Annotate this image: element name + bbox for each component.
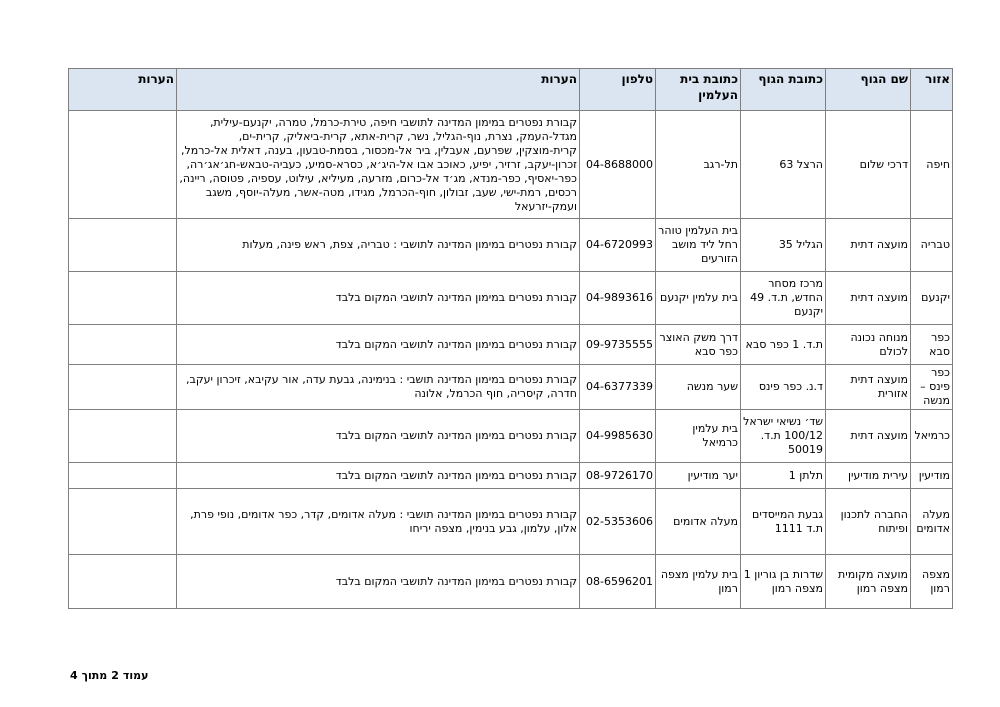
cell-body-name: החברה לתכנון ופיתוח — [826, 489, 911, 555]
cell-body-name: מועצה דתית — [826, 410, 911, 463]
cell-notes-2 — [69, 325, 177, 365]
cell-phone: 04-6720993 — [580, 219, 656, 272]
cell-phone: 04-9893616 — [580, 272, 656, 325]
cell-phone: 02-5353606 — [580, 489, 656, 555]
cell-phone: 08-9726170 — [580, 463, 656, 489]
header-body-name: שם הגוף — [826, 69, 911, 111]
table-row — [69, 463, 953, 489]
cell-phone: 04-9985630 — [580, 410, 656, 463]
cell-cemetery-address: בית עלמין מצפה רמון — [656, 555, 741, 609]
table-row — [69, 410, 953, 463]
cell-cemetery-address: שער מנשה — [656, 365, 741, 410]
cell-cemetery-address: בית עלמין יקנעם — [656, 272, 741, 325]
page-footer — [68, 669, 150, 682]
cell-cemetery-address: תל-רגב — [656, 111, 741, 219]
cell-phone: 04-8688000 — [580, 111, 656, 219]
cell-notes-2 — [69, 555, 177, 609]
header-body-address: כתובת הגוף — [741, 69, 826, 111]
cell-body-name: מועצה מקומית מצפה רמון — [826, 555, 911, 609]
cell-region: כרמיאל — [911, 410, 953, 463]
cemetery-table — [68, 68, 953, 609]
cell-region: מודיעין — [911, 463, 953, 489]
footer-page-word: עמוד — [122, 669, 149, 682]
cell-body-address: שדרות בן גוריון 1 מצפה רמון — [741, 555, 826, 609]
cell-cemetery-address: מעלה אדומים — [656, 489, 741, 555]
cell-body-name: עירית מודיעין — [826, 463, 911, 489]
cell-region: כפר פינס – מנשה — [911, 365, 953, 410]
table-header-row — [69, 69, 953, 111]
header-region: אזור — [911, 69, 953, 111]
cell-notes-2 — [69, 365, 177, 410]
cell-notes-2 — [69, 410, 177, 463]
cell-region: כפר סבא — [911, 325, 953, 365]
cell-notes: קבורת נפטרים במימון המדינה לתושבי המקום בלבד — [177, 272, 580, 325]
cell-notes-2 — [69, 489, 177, 555]
cell-notes: קבורת נפטרים במימון המדינה תושבי : בנימינה, גבעת עדה, אור עקיבא, זיכרון יעקב, חדרה, קיסריה, חוף הכרמל, אלונה — [177, 365, 580, 410]
cell-region: מצפה רמון — [911, 555, 953, 609]
cell-notes: קבורת נפטרים במימון המדינה תושבי : מעלה אדומים, קדר, כפר אדומים, נופי פרת, אלון, עלמון, גבע בנימין, מצפה יריחו — [177, 489, 580, 555]
cell-cemetery-address: בית העלמין טוהר רחל ליד מושב הזורעים — [656, 219, 741, 272]
cell-body-address: תלתן 1 — [741, 463, 826, 489]
table-row — [69, 555, 953, 609]
cell-notes: קבורת נפטרים במימון המדינה לתושבי המקום בלבד — [177, 410, 580, 463]
cell-body-name: דרכי שלום — [826, 111, 911, 219]
header-cemetery-address: כתובת בית העלמין — [656, 69, 741, 111]
footer-page-number: 2 — [111, 669, 119, 682]
header-notes-2: הערות — [69, 69, 177, 111]
footer-total-pages: 4 — [70, 669, 78, 682]
cell-body-address: הגליל 35 — [741, 219, 826, 272]
cell-notes: קבורת נפטרים במימון המדינה לתושבי המקום בלבד — [177, 325, 580, 365]
cell-cemetery-address: דרך משק האוצר כפר סבא — [656, 325, 741, 365]
cell-phone: 08-6596201 — [580, 555, 656, 609]
cell-notes: קבורת נפטרים במימון המדינה לתושבי המקום בלבד — [177, 463, 580, 489]
cell-body-address: גבעת המייסדים ת.ד 1111 — [741, 489, 826, 555]
cell-phone: 04-6377339 — [580, 365, 656, 410]
header-notes: הערות — [177, 69, 580, 111]
cell-cemetery-address: בית עלמין כרמיאל — [656, 410, 741, 463]
cell-notes-2 — [69, 463, 177, 489]
table-row — [69, 272, 953, 325]
header-phone: טלפון — [580, 69, 656, 111]
cell-body-address: שד׳ נשיאי ישראל 100/12 ת.ד. 50019 — [741, 410, 826, 463]
cell-notes-2 — [69, 272, 177, 325]
cell-body-name: מועצה דתית — [826, 272, 911, 325]
table-row — [69, 111, 953, 219]
cell-notes: קבורת נפטרים במימון המדינה לתושבי המקום בלבד — [177, 555, 580, 609]
cell-phone: 09-9735555 — [580, 325, 656, 365]
cell-body-address: ת.ד. 1 כפר סבא — [741, 325, 826, 365]
cell-body-name: מועצה דתית — [826, 219, 911, 272]
cell-region: טבריה — [911, 219, 953, 272]
cell-region: יקנעם — [911, 272, 953, 325]
cell-region: חיפה — [911, 111, 953, 219]
cell-body-name: מועצה דתית אזורית — [826, 365, 911, 410]
cell-region: מעלה אדומים — [911, 489, 953, 555]
cell-body-name: מנוחה נכונה לכולם — [826, 325, 911, 365]
table-row — [69, 325, 953, 365]
footer-of-word: מתוך — [81, 669, 108, 682]
cell-notes-2 — [69, 111, 177, 219]
table-row — [69, 489, 953, 555]
cell-body-address: הרצל 63 — [741, 111, 826, 219]
cell-notes: קבורת נפטרים במימון המדינה לתושבי : טבריה, צפת, ראש פינה, מעלות — [177, 219, 580, 272]
cell-cemetery-address: יער מודיעין — [656, 463, 741, 489]
cell-body-address: ד.נ. כפר פינס — [741, 365, 826, 410]
cell-notes: קבורת נפטרים במימון המדינה לתושבי חיפה, טירת-כרמל, טמרה, יקנעם-עילית, מגדל-העמק, נצרת, נוף-הגליל, נשר, קרית-אתא, קרית-ביאליק, קרית-ים, קרית-מוצקין, שפרעם, אעבלין, ביר אל-מכסור, בסמת-טבעון, בענה, דאלית אל-כרמל, זכרון-יעקב, זרזיר, יפיע, כאוכב אבו אל-היג׳א, כסרא-סמיע, כעביה-טבאש-חג׳אג׳רה, כפר-יאסיף, כפר-מנדא, מג׳ד אל-כרום, מזרעה, מעיליא, עילוט, עספיה, פטוסה, ריינה, רכסים, רמת-ישי, שעב, זבולון, חוף-הכרמל, מגידו, מטה-אשר, מעלה-יוסף, משגב ועמק-יזרעאל — [177, 111, 580, 219]
cell-body-address: מרכז מסחר החדש, ת.ד. 49 יקנעם — [741, 272, 826, 325]
table-row — [69, 365, 953, 410]
cell-notes-2 — [69, 219, 177, 272]
table-row — [69, 219, 953, 272]
